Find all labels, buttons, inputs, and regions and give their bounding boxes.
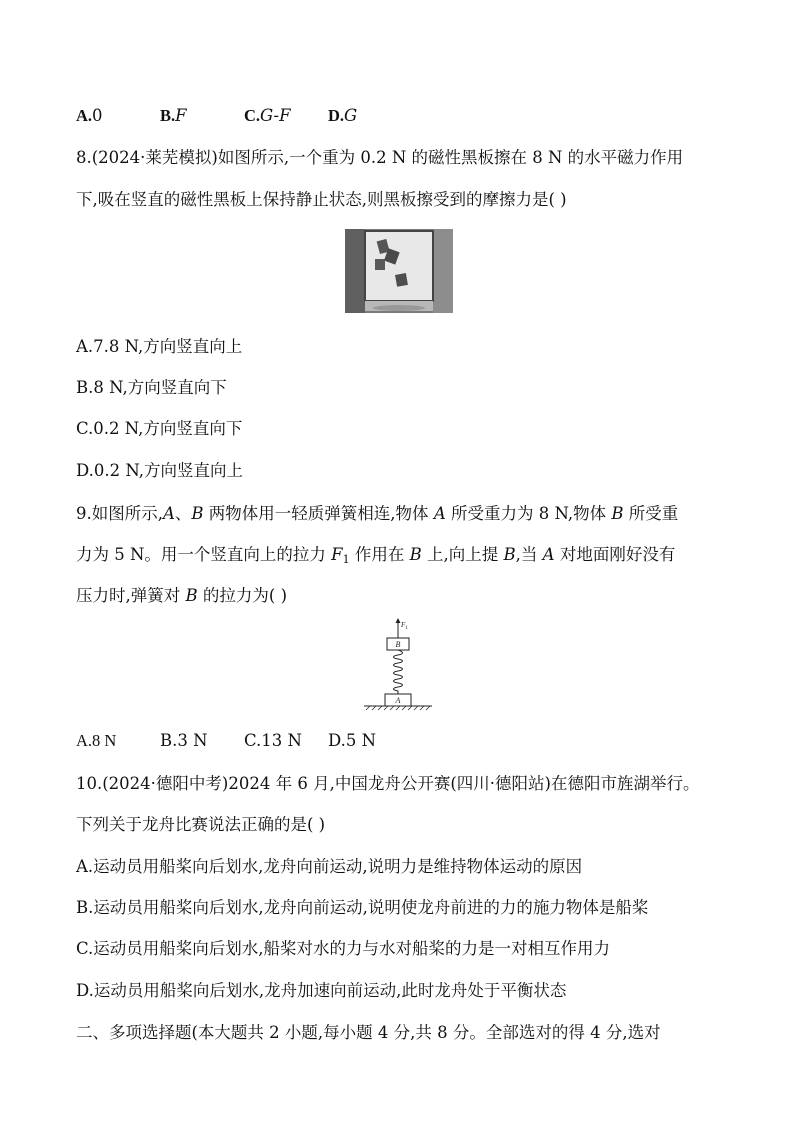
q10-option-d: D.运动员用船桨向后划水,龙舟加速向前运动,此时龙舟处于平衡状态 [76, 981, 567, 1000]
q9-option-c: C.13 N [244, 731, 302, 750]
q7-option-a: A.0 [76, 106, 103, 125]
q9-option-d: D.5 N [328, 731, 377, 750]
q7-option-d: D.G [328, 106, 358, 125]
force-label: $F_1$ [401, 621, 408, 631]
q10-option-a: A.运动员用船桨向后划水,龙舟向前运动,说明力是维持物体运动的原因 [76, 857, 583, 876]
block-b-label: B [395, 640, 401, 649]
spring-block-diagram [358, 618, 438, 714]
q10-option-b: B.运动员用船桨向后划水,龙舟向前运动,说明使龙舟前进的力的施力物体是船桨 [76, 898, 649, 917]
q7-option-b: B.F [160, 106, 187, 125]
q8-option-b: B.8 N,方向竖直向下 [76, 378, 227, 397]
section2-heading: 二、多项选择题(本大题共 2 小题,每小题 4 分,共 8 分。全部选对的得 4 分,选对 [76, 1023, 661, 1042]
blackboard-eraser-photo [345, 229, 453, 313]
q9-stem-line3: 压力时,弹簧对 B 的拉力为( ) [76, 586, 288, 605]
q9-option-b: B.3 N [160, 731, 208, 750]
block-a-label: A [395, 696, 401, 705]
q8-option-c: C.0.2 N,方向竖直向下 [76, 419, 243, 438]
q8-option-a: A.7.8 N,方向竖直向上 [76, 337, 243, 356]
q9-option-a: A.8 N [76, 731, 117, 750]
q10-stem-line1: 10.(2024·德阳中考)2024 年 6 月,中国龙舟公开赛(四川·德阳站)在德阳市旌湖举行。 [76, 774, 700, 793]
q8-stem-line1: 8.(2024·莱芜模拟)如图所示,一个重为 0.2 N 的磁性黑板擦在 8 N 的水平磁力作用 [76, 148, 684, 167]
q8-stem-line2: 下,吸在竖直的磁性黑板上保持静止状态,则黑板擦受到的摩擦力是( ) [76, 190, 567, 209]
q9-stem-line1: 9.如图所示,A、B 两物体用一轻质弹簧相连,物体 A 所受重力为 8 N,物体 B 所受重 [76, 504, 679, 523]
q7-option-c: C.G-F [244, 106, 291, 125]
q8-option-d: D.0.2 N,方向竖直向上 [76, 461, 243, 480]
q10-stem-line2: 下列关于龙舟比赛说法正确的是( ) [76, 815, 326, 834]
q10-option-c: C.运动员用船桨向后划水,船桨对水的力与水对船桨的力是一对相互作用力 [76, 939, 611, 958]
q9-stem-line2: 力为 5 N。用一个竖直向上的拉力 $F_1$ 作用在 B 上,向上提 B,当 A 对地面刚好没有 [76, 545, 676, 566]
